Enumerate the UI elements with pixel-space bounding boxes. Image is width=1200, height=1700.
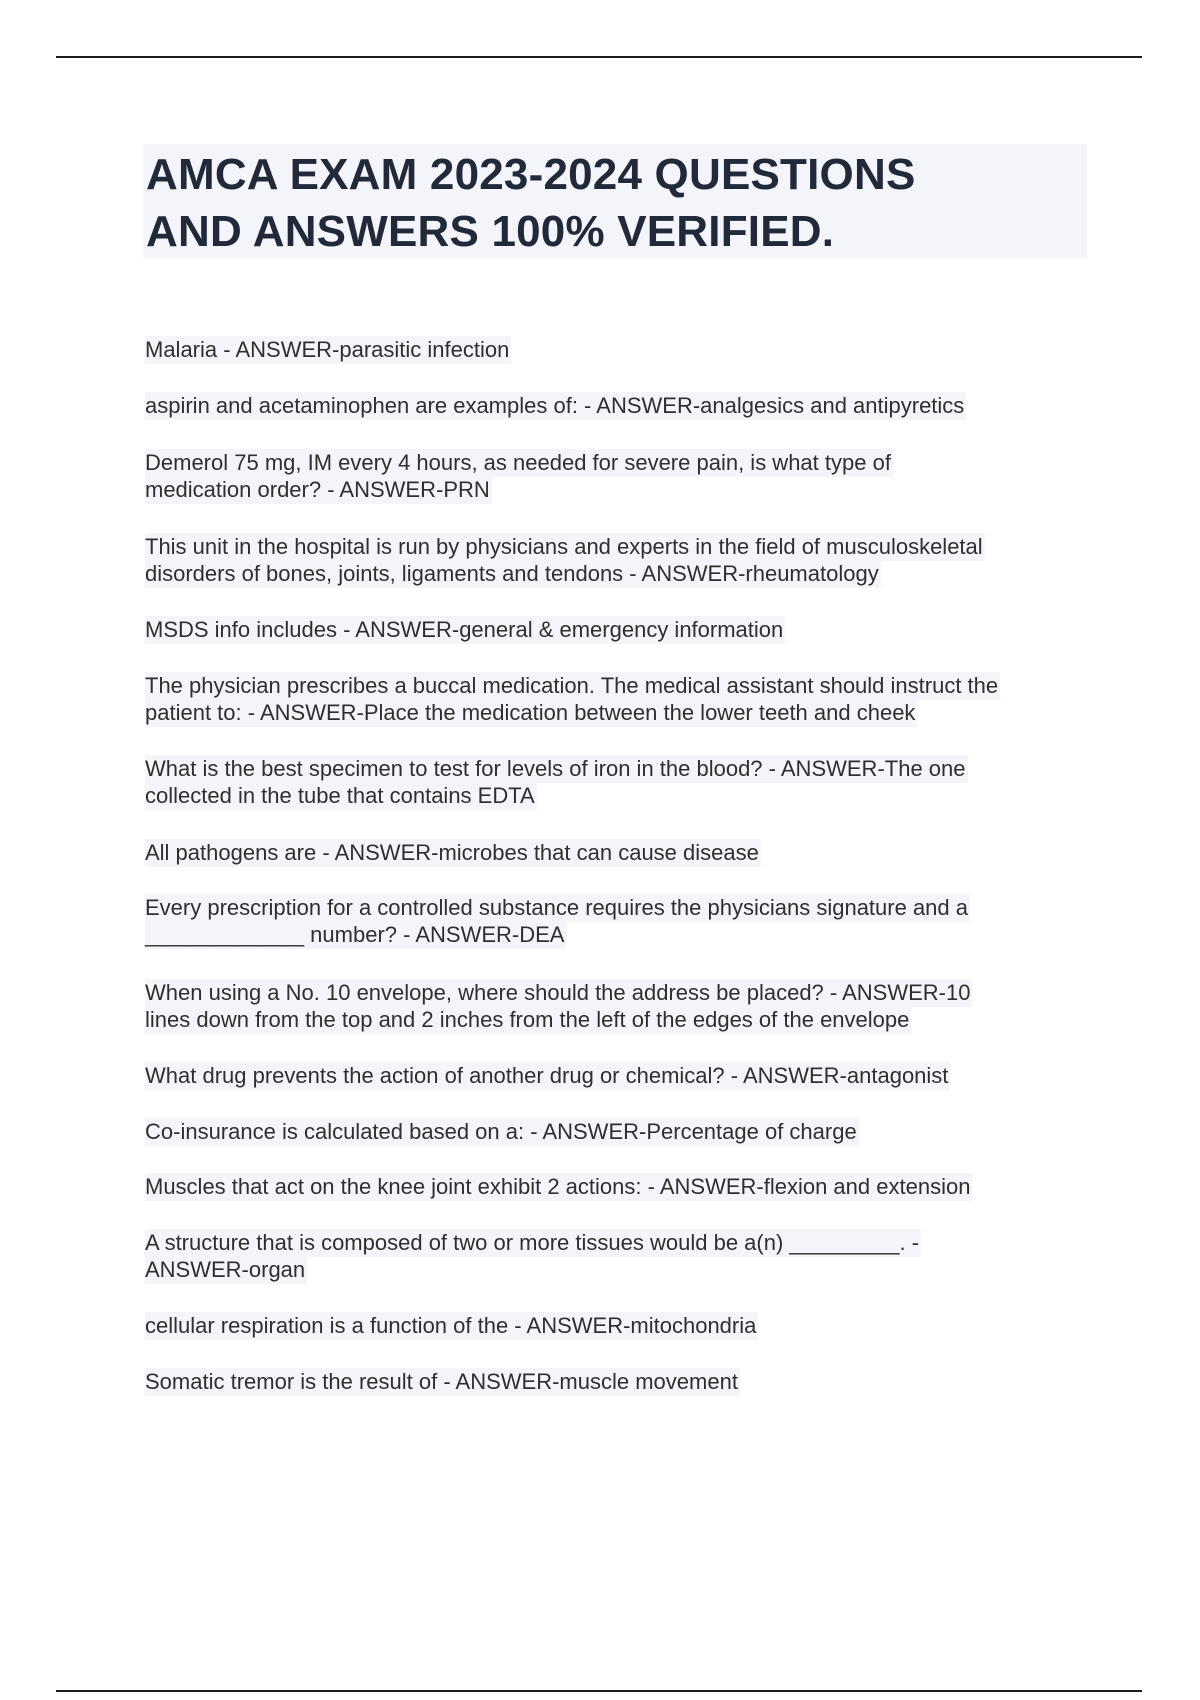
qa-item: What drug prevents the action of another drug or chemical? - ANSWER-antagonist [145,1063,949,1088]
qa-item: When using a No. 10 envelope, where should the address be placed? - ANSWER-10 lines down from the top and 2 inches from the left of the edges of the envelope [145,980,971,1032]
title-line-1: AMCA EXAM 2023-2024 QUESTIONS [146,150,916,199]
qa-item: Every prescription for a controlled substance requires the physicians signature and a _____________ number? - ANSWER-DEA [145,895,969,947]
qa-item: Malaria - ANSWER-parasitic infection [145,337,510,362]
bottom-rule [56,1690,1142,1692]
qa-item: aspirin and acetaminophen are examples of: - ANSWER-analgesics and antipyretics [145,393,965,418]
document-title [146,146,1086,260]
title-line-2: AND ANSWERS 100% VERIFIED. [146,207,835,256]
qa-item: This unit in the hospital is run by physicians and experts in the field of musculoskeletal disorders of bones, joints, ligaments and tendons - ANSWER-rheumatology [145,534,983,586]
qa-item: A structure that is composed of two or more tissues would be a(n) _________. - ANSWER-organ [145,1230,920,1282]
qa-item: The physician prescribes a buccal medication. The medical assistant should instruct the patient to: - ANSWER-Place the medication between the lower teeth and cheek [145,673,999,725]
qa-item: MSDS info includes - ANSWER-general & emergency information [145,617,784,642]
top-rule [56,56,1142,58]
qa-item: Co-insurance is calculated based on a: - ANSWER-Percentage of charge [145,1119,857,1144]
qa-item: Muscles that act on the knee joint exhibit 2 actions: - ANSWER-flexion and extension [145,1174,971,1199]
qa-item: cellular respiration is a function of the - ANSWER-mitochondria [145,1313,757,1338]
qa-item: Demerol 75 mg, IM every 4 hours, as needed for severe pain, is what type of medication order? - ANSWER-PRN [145,450,891,502]
qa-item: Somatic tremor is the result of - ANSWER-muscle movement [145,1369,738,1394]
qa-item: All pathogens are - ANSWER-microbes that can cause disease [145,840,759,865]
qa-item: What is the best specimen to test for levels of iron in the blood? - ANSWER-The one collected in the tube that contains EDTA [145,756,966,808]
